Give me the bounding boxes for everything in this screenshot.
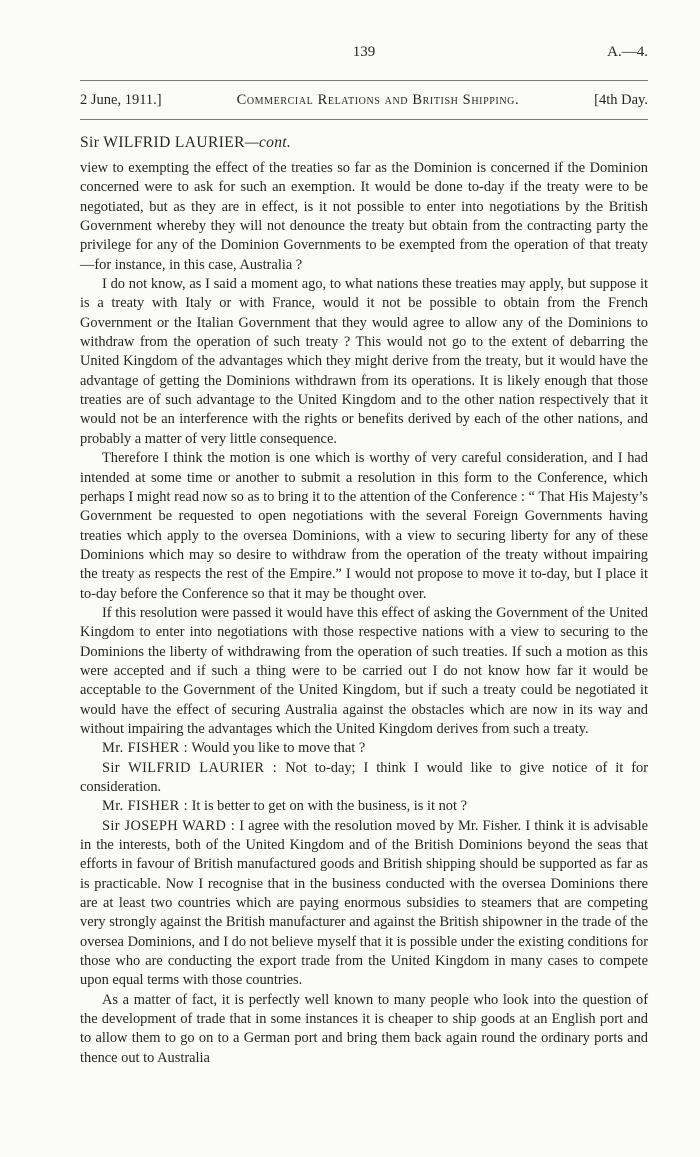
body-text	[80, 159, 648, 1068]
paragraph-5: Mr. FISHER : Would you like to move that ?	[102, 740, 366, 757]
speaker-label: Sir JOSEPH WARD :	[102, 817, 236, 834]
speaker-label: Mr. FISHER :	[102, 798, 188, 815]
speaker-label: Mr. FISHER :	[102, 740, 188, 757]
page-number: 139	[352, 44, 376, 60]
paragraph-9: As a matter of fact, it is perfectly well known to many people who look into the question of the development of trade that in some instances it is cheaper to ship goods at an English port and to allow them to go on to a German port and bring them back again round the ordinary ports and thence out to Australia	[80, 991, 648, 1066]
paragraph-2: I do not know, as I said a moment ago, to what nations these treaties may apply, but suppose it is a treaty with Italy or with France, would it not be possible to obtain from the French Government or the Italian Government that they would agree to allow any of the Dominions to withdraw from the operation of such treaty ? This would not go to the extent of debarring the United Kingdom of the advantages which they might derive from the treaty, but it would have the advantage of getting the Dominions withdrawn from its operations. It is likely enough that those treaties are of such advantage to the United Kingdom and to the other nation respectively that it would not be an interference with the rights or benefits derived by each of the other nations, and probably a matter of very little consequence.	[80, 276, 648, 447]
paragraph-7: Mr. FISHER : It is better to get on with the business, is it not ?	[102, 798, 467, 815]
speaker-heading-name: Sir WILFRID LAURIER	[80, 134, 245, 151]
speaker-heading-suffix: —cont.	[244, 134, 292, 151]
running-head-title: Commercial Relations and British Shipping.	[236, 92, 520, 108]
top-rule	[80, 80, 648, 81]
document-code: A.—4.	[607, 44, 648, 60]
paragraph-3: Therefore I think the motion is one which is worthy of very careful consideration, and I had intended at some time or another to submit a resolution in this form to the Conference, which perhaps I might read now so as to bring it to the attention of the Conference : “ That His Majesty’s Government be requested to open negotiations with the several Foreign Governments having treaties which apply to the oversea Dominions, with a view to securing liberty for any of these Dominions which may so desire to withdraw from the operation of the treaty without impairing the treaty as respects the rest of the Empire.” I would not propose to move it to-day, but I place it to-day before the Conference so that it may be thought over.	[80, 450, 648, 602]
page-top-line	[80, 44, 648, 60]
running-head	[80, 92, 648, 109]
running-head-day: [4th Day.	[594, 92, 648, 108]
paragraph-8: Sir JOSEPH WARD : I agree with the resolution moved by Mr. Fisher. I think it is advisable in the interests, both of the United Kingdom and of the British Dominions beyond the seas that efforts in favour of British manufactured goods and British shipping should be supported as far as is practicable. Now I recognise that in the business conducted with the oversea Dominions there are at least two countries which are paying enormous subsidies to steamers that are competing very strongly against the British manufacturer and against the British shipowner in the trade of the oversea Dominions, and I do not believe myself that it is possible under the existing conditions for those who are conducting the export trade from the United Kingdom in many cases to compete upon equal terms with those countries.	[80, 817, 648, 989]
paragraph-1: view to exempting the effect of the treaties so far as the Dominion is concerned if the Dominion concerned were to ask for such an exemption. It would be done to-day if the treaty were to be negotiated, but as they are in effect, is it not possible to enter into negotiations by the British Government whereby they will not denounce the treaty but obtain from the contracting party the privilege for any of the Dominion Governments to be exempted from the operation of that treaty—for instance, in this case, Australia ?	[80, 160, 648, 273]
speaker-label: Sir WILFRID LAURIER :	[102, 759, 278, 776]
paragraph-4: If this resolution were passed it would have this effect of asking the Government of the United Kingdom to enter into negotiations with those respective nations with a view to securing to the Dominions the liberty of withdrawing from the operation of such treaties. If such a motion as this were accepted and if such a thing were to be carried out I do not know how far it would be acceptable to the Government of the United Kingdom, but if such a treaty could be negotiated it would have the effect of securing Australia against the obstacles which are now in its way and without impairing the advantages which the United Kingdom derives from such a treaty.	[80, 604, 648, 737]
speaker-heading	[80, 134, 291, 152]
running-head-date: 2 June, 1911.]	[80, 92, 162, 108]
paragraph-6: Sir WILFRID LAURIER : Not to-day; I think I would like to give notice of it for consideration.	[80, 759, 649, 795]
header-rule	[80, 119, 648, 120]
